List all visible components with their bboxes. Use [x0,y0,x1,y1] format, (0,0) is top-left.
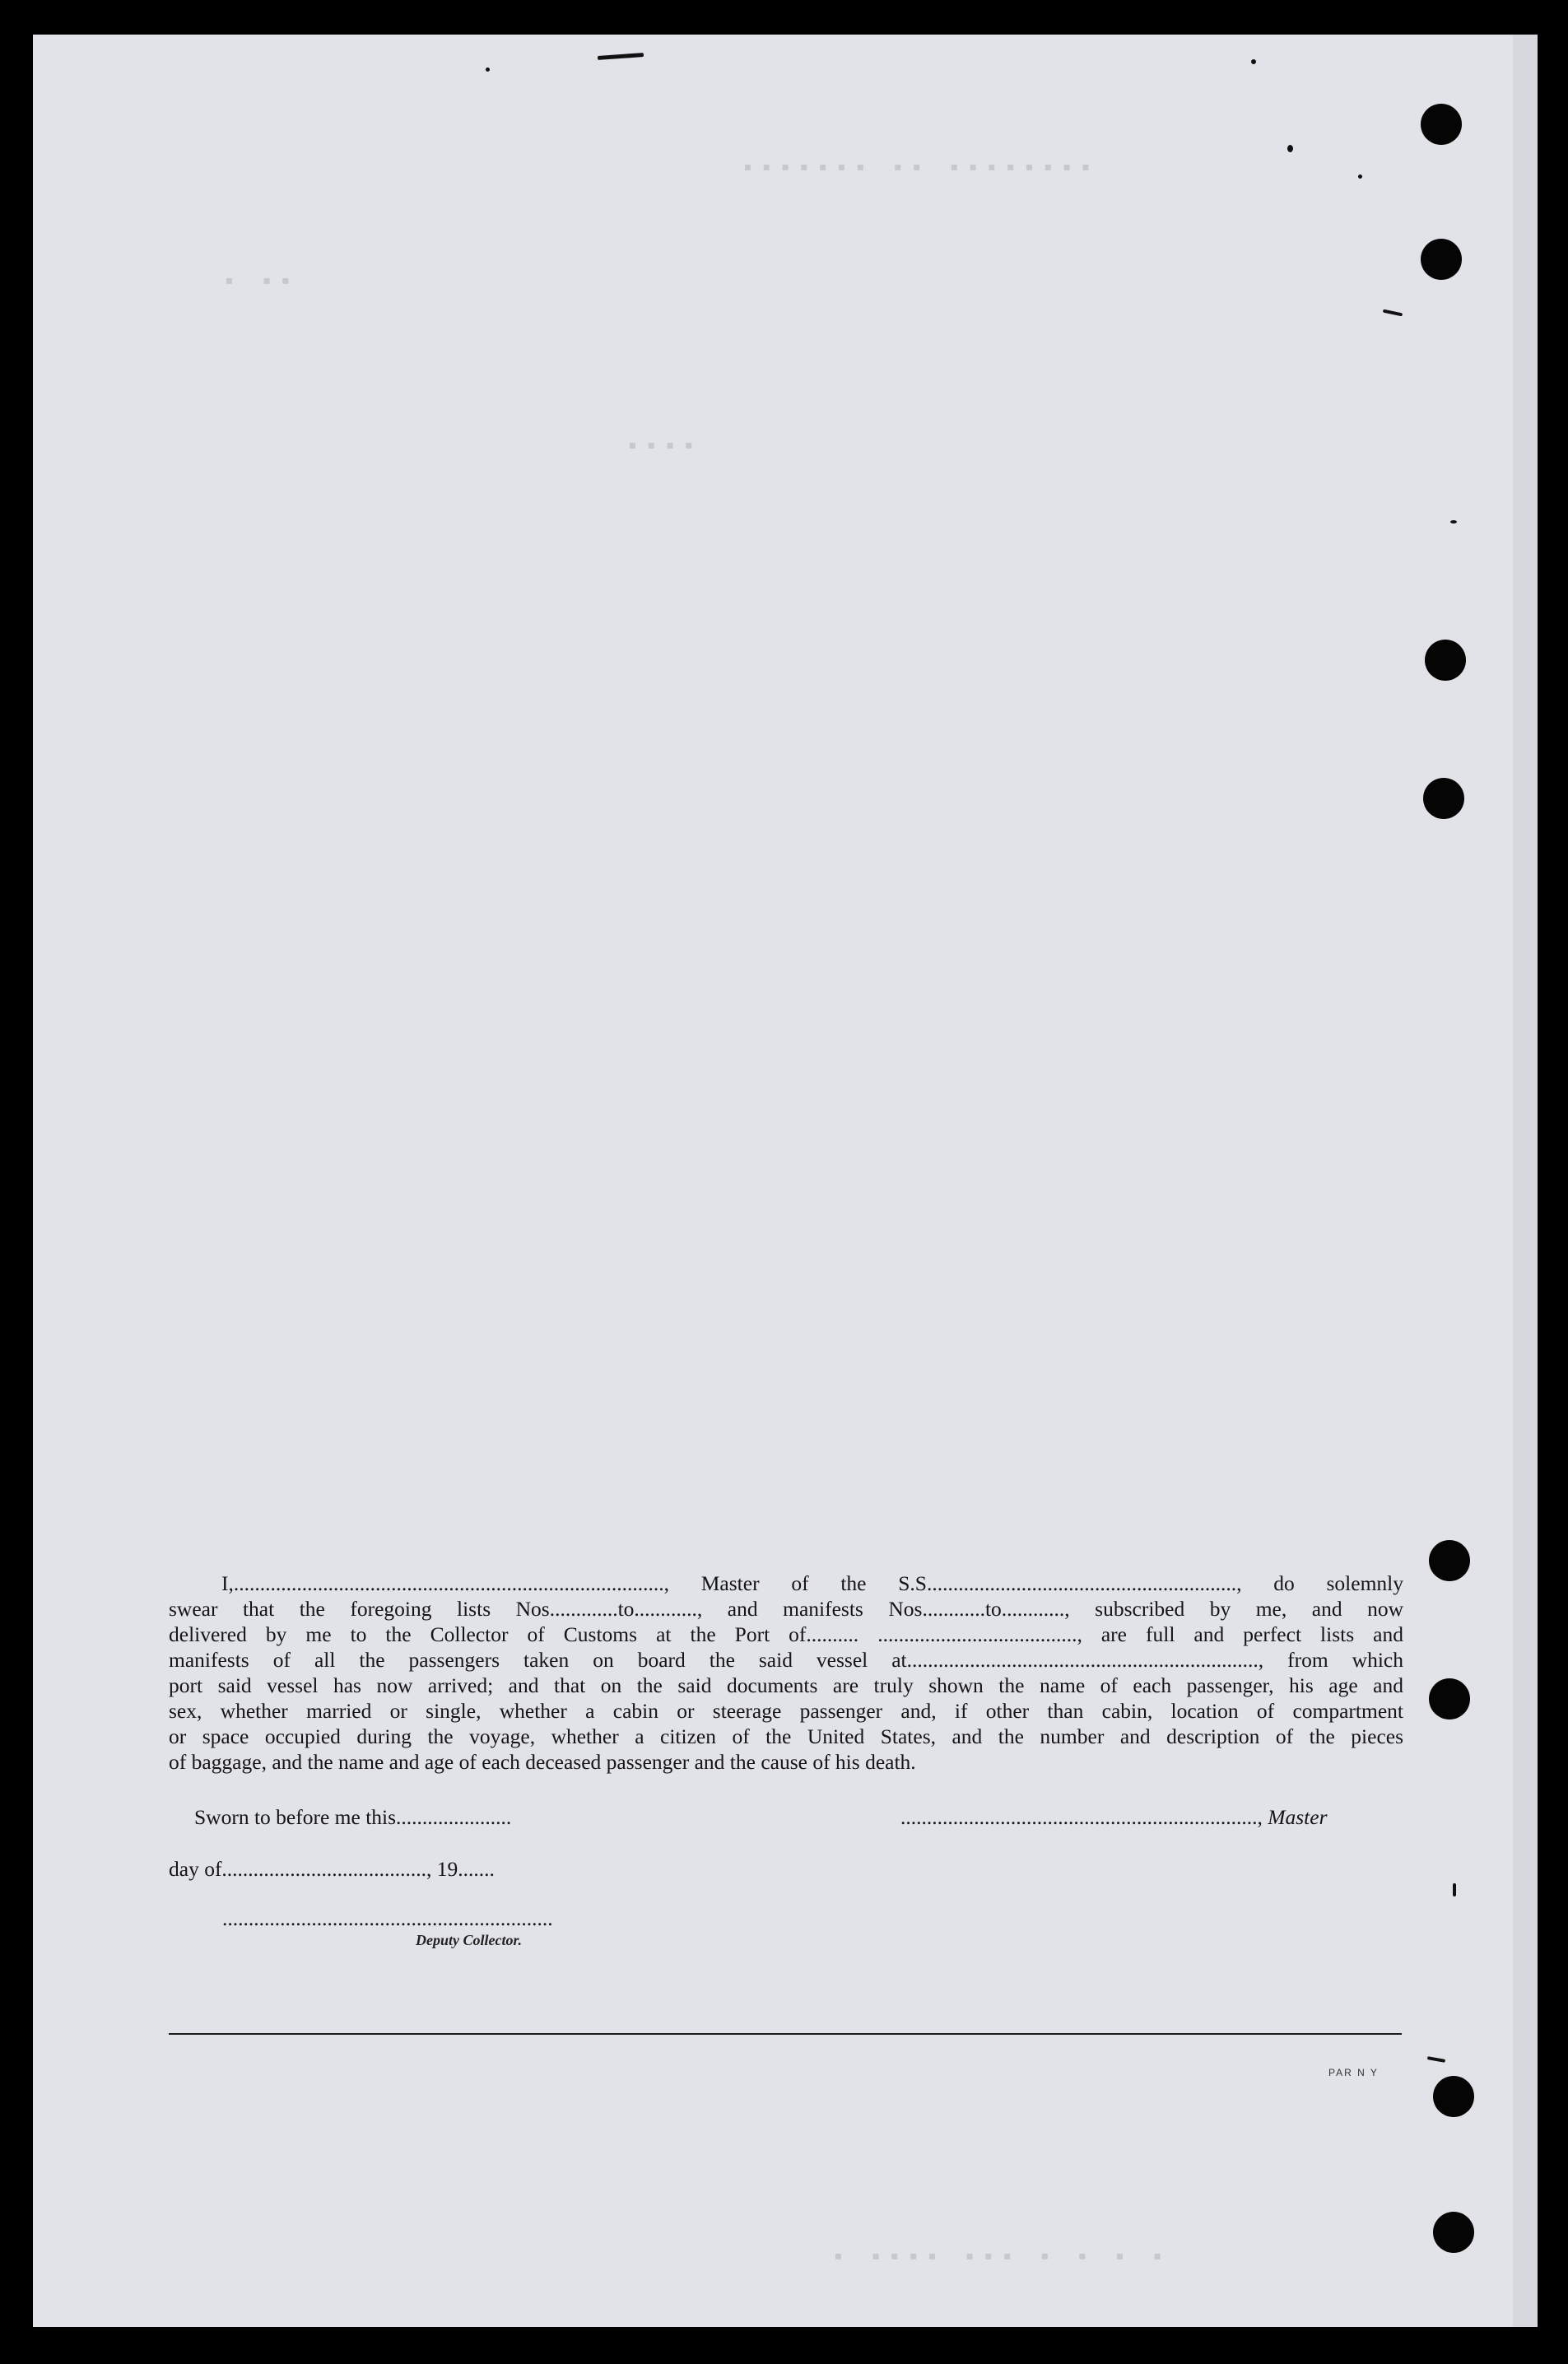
ink-speck [1453,1883,1456,1896]
sworn-before-line: Sworn to before me this...................... [194,1805,512,1829]
bleed-through-mark: ▪ ▪▪ [222,270,298,296]
page-edge-strip [1513,35,1538,2327]
oath-line: of baggage, and the name and age of each deceased passenger and the cause of his death. [169,1750,916,1774]
punch-hole [1433,2212,1474,2253]
oath-line: port said vessel has now arrived; and that on the said documents are truly shown the name of each passenger, his age and [169,1673,1403,1697]
oath-line: manifests of all the passengers taken on board the said vessel at..................................................................., from which [169,1648,1403,1672]
oath-line: delivered by me to the Collector of Customs at the Port of.......... ......................................, are full and perfect lists and [169,1622,1403,1646]
punch-hole [1425,640,1466,681]
horizontal-rule [169,2033,1402,2035]
punch-hole [1423,778,1464,819]
ink-speck [1287,145,1293,152]
master-signature-dots: ...................................................................., [900,1805,1263,1829]
bleed-through-mark: ▪▪▪▪▪▪▪ ▪▪ ▪▪▪▪▪▪▪▪ [741,156,1098,182]
ink-speck [486,67,490,72]
punch-hole [1421,104,1462,145]
bleed-through-mark: ▪ ▪▪▪▪ ▪▪▪ ▪ ▪ ▪ ▪ [831,2245,1170,2271]
master-oath-paragraph [169,1571,1403,1775]
oath-line: or space occupied during the voyage, whether a citizen of the United States, and the number and description of the pieces [169,1724,1403,1748]
day-of-line: day of......................................., 19....... [169,1857,495,1881]
document-page [33,35,1513,2327]
ink-speck [1450,520,1457,524]
bleed-through-mark: ▪▪▪▪ [626,435,701,460]
printer-mark: PAR N Y [1328,2067,1379,2078]
oath-line: sex, whether married or single, whether a cabin or steerage passenger and, if other than cabin, location of compartment [169,1699,1403,1723]
deputy-collector-label: Deputy Collector. [416,1932,522,1948]
master-signature-line [900,1805,1328,1830]
oath-line: I,.................................................................................., Master of the S.S..........................................................., do solemnly [221,1571,1403,1595]
oath-line: swear that the foregoing lists Nos.............to............, and manifests Nos............to............, subscribed by me, and now [169,1597,1403,1621]
punch-hole [1421,239,1462,280]
deputy-collector-signature-line: ............................................................... [222,1906,553,1930]
punch-hole [1429,1540,1470,1581]
ink-speck [1251,59,1256,64]
master-label: Master [1268,1805,1328,1829]
ink-speck [1358,175,1362,179]
punch-hole [1433,2076,1474,2117]
punch-hole [1429,1678,1470,1719]
